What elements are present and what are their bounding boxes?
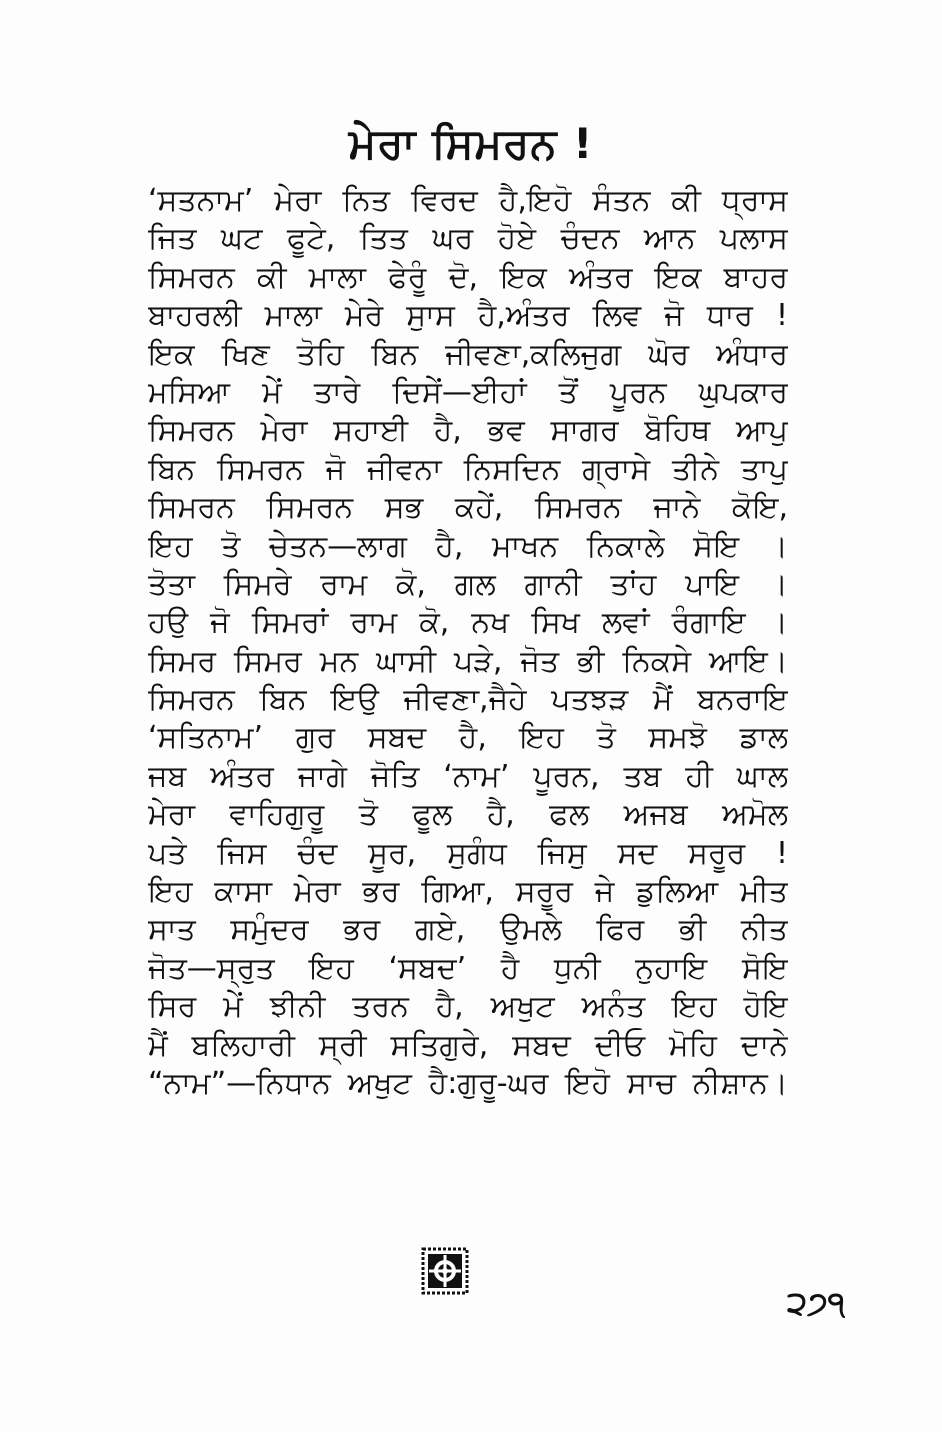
verse-line: “ਨਾਮ”—ਨਿਧਾਨ ਅਖੁਟ ਹੈ:ਗੁਰੂ-ਘਰ ਇਹੋ ਸਾਚ ਨੀਸ਼ਾਨ। — [148, 1065, 788, 1101]
verse-line: ‘ਸਤਨਾਮ’ ਮੇਰਾ ਨਿਤ ਵਿਰਦ ਹੈ,ਇਹੋ ਸੰਤਨ ਕੀ ਧ੍ਰਾਸ — [148, 183, 788, 218]
verse-line: ਪਤੇ ਜਿਸ ਚੰਦ ਸੂਰ, ਸੁਗੰਧ ਜਿਸੁ ਸਦ ਸਰੂਰ ! — [148, 835, 788, 871]
verse-line: ਜਬ ਅੰਤਰ ਜਾਗੇ ਜੋਤਿ ‘ਨਾਮ’ ਪੂਰਨ, ਤਬ ਹੀ ਘਾਲ — [148, 758, 788, 794]
verse-line: ਹਉ ਜੋ ਸਿਮਰਾਂ ਰਾਮ ਕੋ, ਨਖ ਸਿਖ ਲਵਾਂ ਰੰਗਾਇ । — [148, 605, 788, 641]
verse-line: ਮੇਰਾ ਵਾਹਿਗੁਰੂ ਤੋ ਫੂਲ ਹੈ, ਫਲ ਅਜਬ ਅਮੋਲ — [148, 797, 788, 833]
poem-body — [148, 182, 788, 1103]
verse-line: ਜਿਤ ਘਟ ਫੂਟੇ, ਤਿਤ ਘਰ ਹੋਏ ਚੰਦਨ ਆਨ ਪਲਾਸ — [148, 221, 788, 257]
verse-line: ਸਿਮਰਨ ਮੇਰਾ ਸਹਾਈ ਹੈ, ਭਵ ਸਾਗਰ ਬੋਹਿਥ ਆਪੁ — [148, 413, 788, 449]
khanda-ornament-icon — [420, 1246, 470, 1296]
verse-line: ਸਿਮਰਨ ਬਿਨ ਇਉ ਜੀਵਣਾ,ਜੈਹੇ ਪਤਝੜ ਮੈਂ ਬਨਰਾਇ — [148, 682, 788, 718]
verse-line: ਮਸਿਆ ਮੇਂ ਤਾਰੇ ਦਿਸੇਂ—ਈਹਾਂ ਤੋਂ ਪੂਰਨ ਘੁਪਕਾਰ — [148, 374, 788, 410]
verse-line: ਜੋਤ—ਸ੍ਰੁਤ ਇਹ ‘ਸਬਦ’ ਹੈ ਧੁਨੀ ਨੁਹਾਇ ਸੋਇ — [148, 950, 788, 986]
poem-title: ਮੇਰਾ ਸਿਮਰਨ ! — [348, 119, 594, 168]
verse-line: ‘ਸਤਿਨਾਮ’ ਗੁਰ ਸਬਦ ਹੈ, ਇਹ ਤੋ ਸਮਝੋ ਡਾਲ — [148, 720, 788, 756]
verse-line: ਇਕ ਖਿਣ ਤੋਹਿ ਬਿਨ ਜੀਵਣਾ,ਕਲਿਜੁਗ ਘੋਰ ਅੰਧਾਰ — [148, 336, 788, 372]
page-number: ੨੭੧ — [787, 1284, 845, 1322]
verse-line: ਬਾਹਰਲੀ ਮਾਲਾ ਮੇਰੇ ਸੁਾਸ ਹੈ,ਅੰਤਰ ਲਿਵ ਜੋ ਧਾਰ ! — [148, 298, 788, 334]
verse-line: ਸਿਮਰ ਸਿਮਰ ਮਨ ਘਾਸੀ ਪੜੇ, ਜੋਤ ਭੀ ਨਿਕਸੇ ਆਇ। — [148, 643, 788, 679]
verse-line: ਸਿਮਰਨ ਕੀ ਮਾਲਾ ਫੇਰੂੰ ਦੋ, ਇਕ ਅੰਤਰ ਇਕ ਬਾਹਰ — [148, 259, 788, 295]
verse-line: ਮੈਂ ਬਲਿਹਾਰੀ ਸ੍ਰੀ ਸਤਿਗੁਰੇ, ਸਬਦ ਦੀਓ ਮੋਹਿ ਦਾਨੇ — [148, 1027, 788, 1063]
verse-line: ਸਾਤ ਸਮੁੰਦਰ ਭਰ ਗਏ, ਉਮਲੇ ਫਿਰ ਭੀ ਨੀਤ — [148, 912, 788, 948]
verse-line: ਬਿਨ ਸਿਮਰਨ ਜੋ ਜੀਵਨਾ ਨਿਸਦਿਨ ਗ੍ਰਾਸੇ ਤੀਨੇ ਤਾਪੁ — [148, 451, 788, 487]
verse-line: ਇਹ ਤੋ ਚੇਤਨ—ਲਾਗ ਹੈ, ਮਾਖਨ ਨਿਕਾਲੇ ਸੋਇ । — [148, 528, 788, 564]
verse-line: ਇਹ ਕਾਸਾ ਮੇਰਾ ਭਰ ਗਿਆ, ਸਰੂਰ ਜੇ ਡੁਲਿਆ ਮੀਤ — [148, 874, 788, 910]
verse-line: ਤੋਤਾ ਸਿਮਰੇ ਰਾਮ ਕੋ, ਗਲ ਗਾਨੀ ਤਾਂਹ ਪਾਇ । — [148, 566, 788, 602]
verse-line: ਸਿਮਰਨ ਸਿਮਰਨ ਸਭ ਕਹੇਂ, ਸਿਮਰਨ ਜਾਨੇ ਕੋਇ, — [148, 490, 788, 526]
verse-line: ਸਿਰ ਮੇਂ ਝੀਨੀ ਤਰਨ ਹੈ, ਅਖੁਟ ਅਨੰਤ ਇਹ ਹੋਇ — [148, 989, 788, 1025]
